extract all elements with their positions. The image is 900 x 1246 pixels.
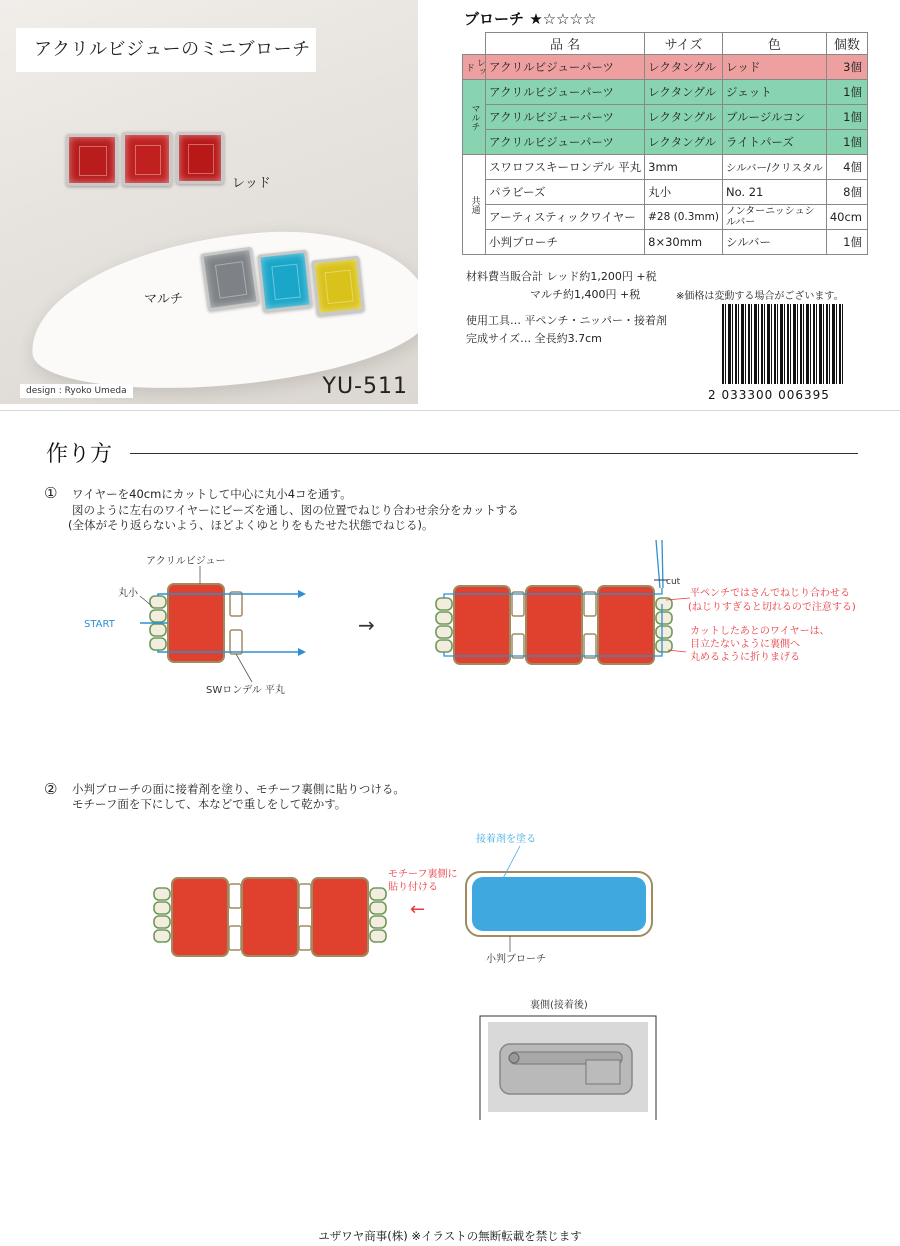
heading-rule: [130, 453, 858, 454]
left-beads: [436, 598, 452, 652]
row-color: シルバー/クリスタル: [722, 155, 826, 180]
price-line-1: 材料費当販合計 レッド約1,200円 +税: [466, 270, 657, 283]
header-name: 品 名: [486, 33, 645, 55]
row-qty: 1個: [826, 80, 867, 105]
header-color: 色: [722, 33, 826, 55]
step2-line1: 小判ブローチの面に接着剤を塗り、モチーフ裏側に貼りつける。: [72, 782, 405, 796]
table-header-row: [463, 33, 868, 55]
label-multi: マルチ: [144, 292, 184, 307]
row-color: ジェット: [722, 80, 826, 105]
label-bijou: アクリルビジュー: [146, 556, 226, 567]
acrylic-bijou: [168, 584, 224, 662]
rondelles-left: [230, 592, 242, 654]
group-red: レッド: [463, 55, 486, 80]
table-row: [463, 80, 868, 105]
row-size: レクタングル: [645, 80, 723, 105]
table-row: [463, 55, 868, 80]
row-color: ライトパーズ: [722, 130, 826, 155]
right-beads: [656, 598, 672, 652]
row-qty: 1個: [826, 230, 867, 255]
row-size: 8×30mm: [645, 230, 723, 255]
jet-gem: [200, 247, 260, 312]
note-fold-1: カットしたあとのワイヤーは、: [690, 626, 830, 637]
method-heading: 作り方: [46, 442, 113, 467]
step1-left-figure: [84, 555, 306, 696]
group-common: 共通: [463, 155, 486, 255]
header-qty: 個数: [826, 33, 867, 55]
row-size: #28 (0.3mm): [645, 205, 723, 230]
step2-diagram: [0, 820, 900, 1120]
product-code: YU-511: [322, 374, 408, 399]
row-name: パラビーズ: [486, 180, 645, 205]
step1-line2: 図のように左右のワイヤーにビーズを通し、図の位置でねじり合わせ余分をカットする: [72, 503, 519, 517]
arrow-top: [298, 590, 306, 598]
note-caution: (ねじりすぎると切れるので注意する): [688, 602, 856, 613]
group-multi: マルチ: [463, 80, 486, 155]
section-divider: [0, 410, 900, 411]
step2-motif: [154, 878, 386, 956]
row-name: アクリルビジューパーツ: [486, 55, 645, 80]
label-brooch: 小判ブローチ: [486, 954, 546, 965]
row-name: アクリルビジューパーツ: [486, 105, 645, 130]
label-start: START: [84, 619, 115, 630]
step1-line1: ワイヤーを40cmにカットして中心に丸小4コを通す。: [72, 487, 352, 501]
red-gem-3: [176, 132, 224, 184]
label-glue: 接着剤を塗る: [476, 834, 536, 845]
label-red: レッド: [232, 176, 271, 191]
label-back: 裏側(接着後): [530, 1000, 588, 1011]
note-fold-3: 丸めるように折りまげる: [690, 652, 800, 663]
price-line-2: マルチ約1,400円 +税: [530, 288, 641, 301]
row-name: 小判ブローチ: [486, 230, 645, 255]
table-row: [463, 105, 868, 130]
red-gem-2: [122, 132, 172, 186]
step1-number: ①: [44, 484, 58, 502]
barcode: [722, 304, 844, 384]
row-color: ブルージルコン: [722, 105, 826, 130]
row-qty: 3個: [826, 55, 867, 80]
topaz-gem: [311, 256, 365, 317]
row-color: シルバー: [722, 230, 826, 255]
label-attach-1: モチーフ裏側に: [388, 869, 458, 880]
step2-line2: モチーフ面を下にして、本などで重しをして乾かす。: [72, 797, 347, 811]
table-row: [463, 180, 868, 205]
design-credit: design : Ryoko Umeda: [20, 384, 133, 398]
table-row: [463, 230, 868, 255]
label-rondelle: SWロンデル 平丸: [206, 685, 285, 696]
row-color: ノンターニッシュシルバー: [722, 205, 826, 230]
step2-number: ②: [44, 780, 58, 798]
red-gem-1: [66, 134, 118, 186]
table-row: [463, 155, 868, 180]
row-qty: 1個: [826, 130, 867, 155]
header-size: サイズ: [645, 33, 723, 55]
row-size: 丸小: [645, 180, 723, 205]
label-attach-2: 貼り付ける: [388, 882, 438, 893]
row-qty: 1個: [826, 105, 867, 130]
note-fold-2: 目立たないように裏側へ: [690, 639, 800, 650]
product-title: アクリルビジューのミニブローチ: [16, 28, 316, 72]
row-size: レクタングル: [645, 105, 723, 130]
materials-title: ブローチ ★☆☆☆☆: [464, 10, 597, 28]
step1-diagram: [0, 540, 900, 720]
step1-right-figure: [436, 540, 856, 664]
table-row: [463, 205, 868, 230]
tools-text: 使用工具… 平ペンチ・ニッパー・接着剤: [466, 314, 668, 327]
row-name: スワロフスキーロンデル 平丸: [486, 155, 645, 180]
materials-table: [462, 32, 868, 255]
row-qty: 4個: [826, 155, 867, 180]
row-size: 3mm: [645, 155, 723, 180]
label-cut: cut: [666, 577, 681, 587]
row-qty: 8個: [826, 180, 867, 205]
note-twist: 平ペンチではさんでねじり合わせる: [690, 588, 850, 599]
label-bead: 丸小: [118, 588, 138, 599]
back-photo: [480, 1016, 656, 1120]
step1-line3: (全体がそり返らないよう、ほどよくゆとりをもたせた状態でねじる)。: [68, 518, 434, 532]
table-row: [463, 130, 868, 155]
row-name: アーティスティックワイヤー: [486, 205, 645, 230]
row-color: レッド: [722, 55, 826, 80]
row-name: アクリルビジューパーツ: [486, 130, 645, 155]
product-photo: [0, 0, 418, 404]
arrow-bottom: [298, 648, 306, 656]
step1-arrow: →: [358, 613, 375, 637]
barcode-number: 2 033300 006395: [708, 388, 830, 402]
row-size: レクタングル: [645, 130, 723, 155]
glue-area: [472, 877, 646, 931]
footer-copyright: ユザワヤ商事(株) ※イラストの無断転載を禁じます: [318, 1229, 582, 1243]
zircon-gem: [257, 250, 313, 313]
step2-arrow: ←: [410, 899, 426, 920]
row-qty: 40cm: [826, 205, 867, 230]
row-color: No. 21: [722, 180, 826, 205]
row-name: アクリルビジューパーツ: [486, 80, 645, 105]
row-size: レクタングル: [645, 55, 723, 80]
finished-size-text: 完成サイズ… 全長約3.7cm: [466, 332, 602, 345]
price-note: ※価格は変動する場合がございます。: [676, 291, 844, 302]
